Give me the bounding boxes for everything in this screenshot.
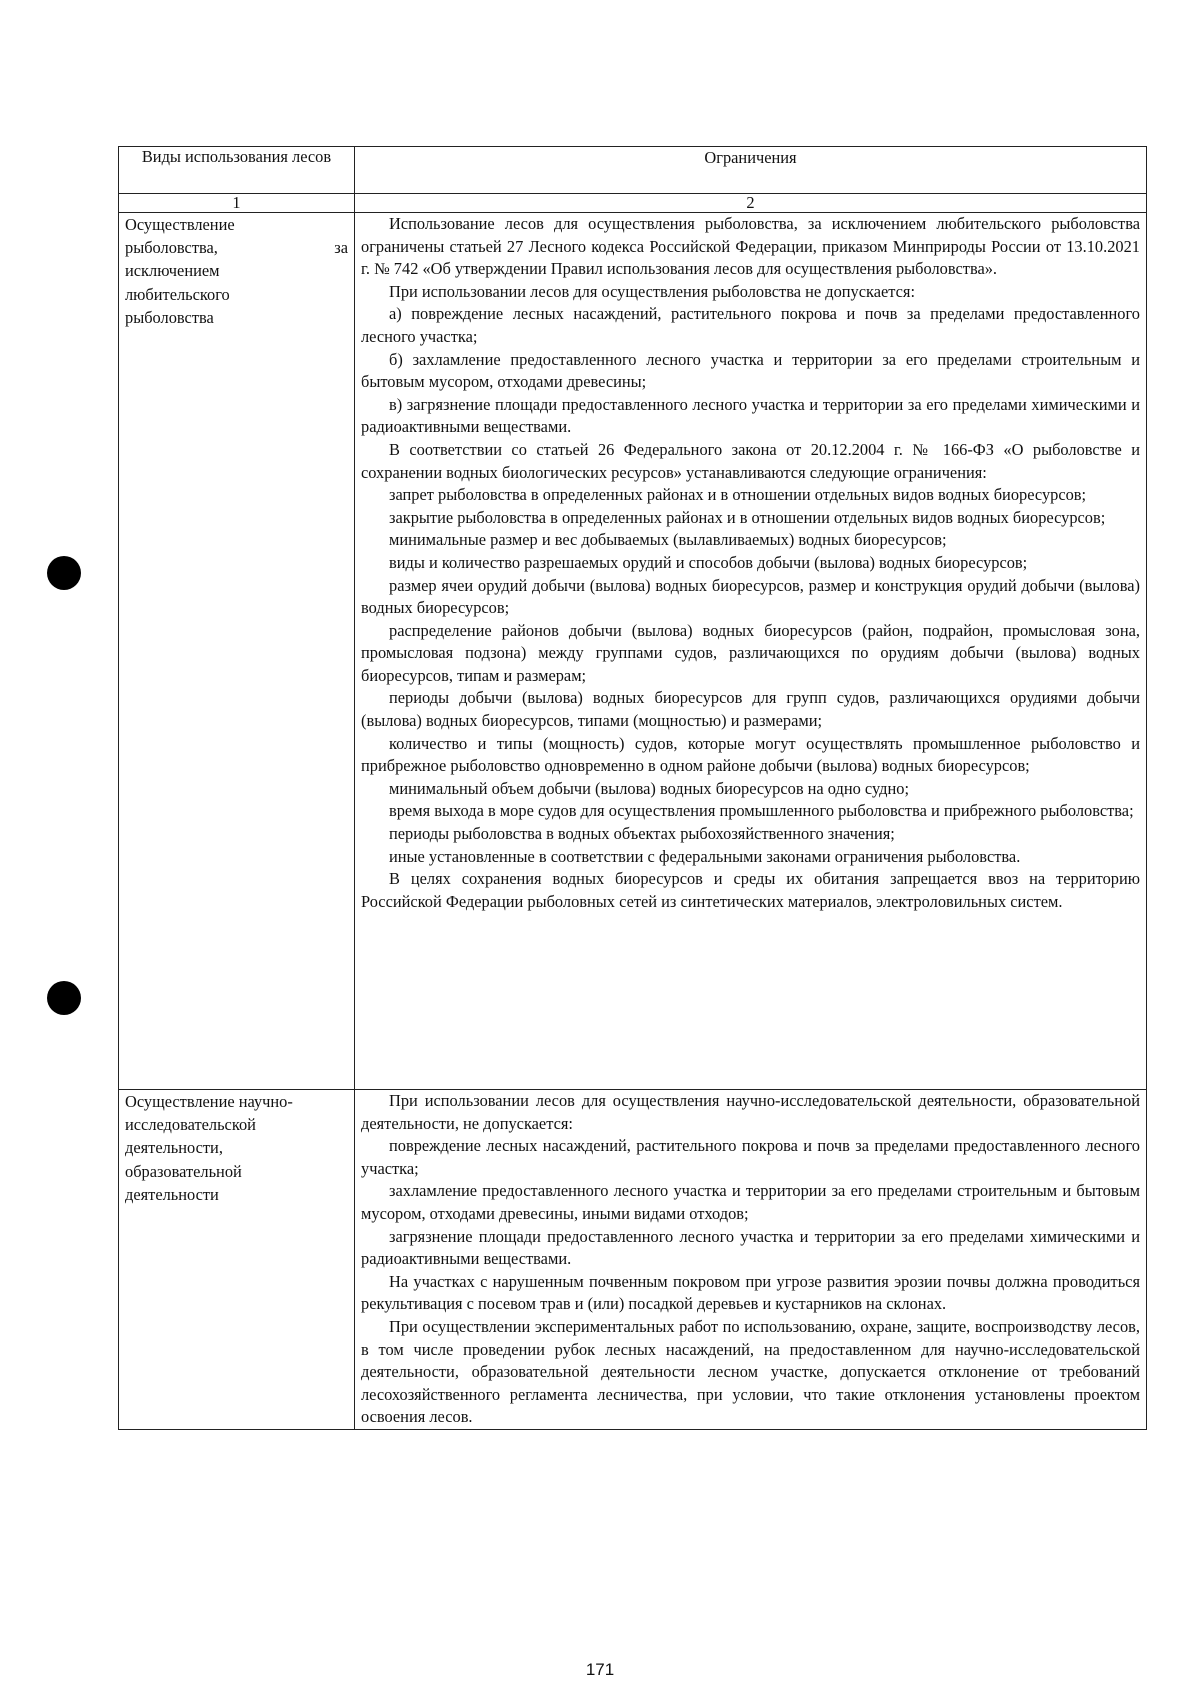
- restriction-paragraph: загрязнение площади предоставленного лесного участка и территории за его пределами химическими и радиоактивными веществами.: [361, 1226, 1140, 1269]
- restriction-paragraph: распределение районов добычи (вылова) водных биоресурсов (район, подрайон, промысловая зона, промысловая подзона) между группами судов, различающихся по орудиям добычи (вылова) водных биоресурсов, типам и размерам;: [361, 620, 1140, 685]
- table-row: [119, 213, 1147, 1090]
- column-number-row: [119, 194, 1147, 213]
- restriction-paragraph: минимальный объем добычи (вылова) водных биоресурсов на одно судно;: [389, 778, 910, 798]
- row-restrictions: [355, 213, 1147, 1090]
- restriction-paragraph: запрет рыболовства в определенных районах и в отношении отдельных видов водных биоресурсов;: [389, 485, 1087, 505]
- restriction-paragraph: б) захламление предоставленного лесного участка и территории за его пределами строительным и бытовым мусором, отходами древесины;: [361, 349, 1140, 392]
- restriction-paragraph: В соответствии со статьей 26 Федерального закона от 20.12.2004 г. № 166-ФЗ «О рыболовстве и сохранении водных биологических ресурсов» устанавливаются следующие ограничения:: [361, 439, 1140, 482]
- restriction-paragraph: захламление предоставленного лесного участка и территории за его пределами строительным и бытовым мусором, отходами древесины, иными видами отходов;: [361, 1181, 1140, 1223]
- kind-line: деятельности: [125, 1184, 219, 1204]
- punch-hole-top: [47, 556, 81, 590]
- kind-line: рыболовства, за: [125, 238, 348, 258]
- kind-line: исключением: [125, 261, 220, 281]
- restriction-paragraph: а) повреждение лесных насаждений, растительного покрова и почв за пределами предоставленного лесного участка;: [361, 304, 1140, 346]
- restriction-paragraph: минимальные размер и вес добываемых (вылавливаемых) водных биоресурсов;: [389, 530, 947, 550]
- punch-hole-bottom: [47, 981, 81, 1015]
- row-restrictions: [355, 1090, 1147, 1430]
- table-row: [119, 1090, 1147, 1430]
- restriction-paragraph: При использовании лесов для осуществления рыболовства не допускается:: [389, 281, 916, 301]
- restriction-paragraph: повреждение лесных насаждений, растительного покрова и почв за пределами предоставленного лесного участка;: [361, 1136, 1140, 1178]
- restriction-paragraph: На участках с нарушенным почвенным покровом при угрозе развития эрозии почвы должна проводиться рекультивация с посевом трав и (или) посадкой деревьев и кустарников на склонах.: [361, 1271, 1140, 1314]
- restriction-paragraph: закрытие рыболовства в определенных районах и в отношении отдельных видов водных биоресурсов;: [389, 507, 1106, 527]
- page-number: 171: [585, 1660, 615, 1679]
- restriction-paragraph: периоды добычи (вылова) водных биоресурсов для групп судов, различающихся орудиями добычи (вылова) водных биоресурсов, типами (мощностью) и размерами;: [361, 688, 1140, 731]
- restriction-paragraph: время выхода в море судов для осуществления промышленного рыболовства и прибрежного рыболовства;: [389, 801, 1134, 821]
- kind-line: Осуществление научно-: [125, 1092, 293, 1111]
- restriction-paragraph: виды и количество разрешаемых орудий и способов добычи (вылова) водных биоресурсов;: [389, 552, 1028, 572]
- kind-line: рыболовства: [125, 307, 214, 327]
- row-forest-use-type: [119, 1090, 355, 1430]
- restriction-paragraph: При осуществлении экспериментальных работ по использованию, охране, защите, воспроизводству лесов, в том числе проведении рубок лесных насаждений, на предоставленном для научно-исследовательской деятельности, образовательной деятельности лесном участке, допускается отклонение от требований лесохозяйственного регламента лесничества, при условии, что такие отклонения установлены проектом освоения лесов.: [361, 1316, 1140, 1427]
- kind-line: образовательной: [125, 1161, 242, 1181]
- restriction-paragraph: Использование лесов для осуществления рыболовства, за исключением любительского рыболовства ограничены статьей 27 Лесного кодекса Российской Федерации, приказом Минприроды России от 13.10.2021 г. № 742 «Об утверждении Правил использования лесов для осуществления рыболовства».: [361, 214, 1140, 279]
- restriction-paragraph: количество и типы (мощность) судов, которые могут осуществлять промышленное рыболовство и прибрежное рыболовство одновременно в одном районе добычи (вылова) водных биоресурсов;: [361, 733, 1140, 776]
- restriction-paragraph: При использовании лесов для осуществления научно-исследовательской деятельности, образовательной деятельности, не допускается:: [361, 1091, 1140, 1133]
- restriction-paragraph: размер ячеи орудий добычи (вылова) водных биоресурсов, размер и конструкция орудий добычи (вылова) водных биоресурсов;: [361, 575, 1140, 618]
- kind-line: любительского: [125, 284, 230, 304]
- restriction-paragraph: В целях сохранения водных биоресурсов и среды их обитания запрещается ввоз на территорию Российской Федерации рыболовных сетей из синтетических материалов, электроловильных систем.: [361, 869, 1140, 911]
- kind-line: исследовательской: [125, 1115, 256, 1135]
- kind-line: деятельности,: [125, 1138, 223, 1158]
- header-row: [119, 147, 1147, 194]
- column-number-1: 1: [119, 194, 355, 213]
- kind-line: Осуществление: [125, 215, 235, 234]
- restriction-paragraph: иные установленные в соответствии с федеральными законами ограничения рыболовства.: [389, 846, 1021, 866]
- header-restrictions: Ограничения: [355, 147, 1147, 194]
- restriction-paragraph: в) загрязнение площади предоставленного лесного участка и территории за его пределами химическими и радиоактивными веществами.: [361, 394, 1140, 437]
- header-forest-use-types: Виды использования лесов: [119, 147, 355, 194]
- column-number-2: 2: [355, 194, 1147, 213]
- restriction-paragraph: периоды рыболовства в водных объектах рыбохозяйственного значения;: [389, 824, 895, 844]
- row-forest-use-type: [119, 213, 355, 1090]
- forest-use-restrictions-table: [118, 146, 1147, 1430]
